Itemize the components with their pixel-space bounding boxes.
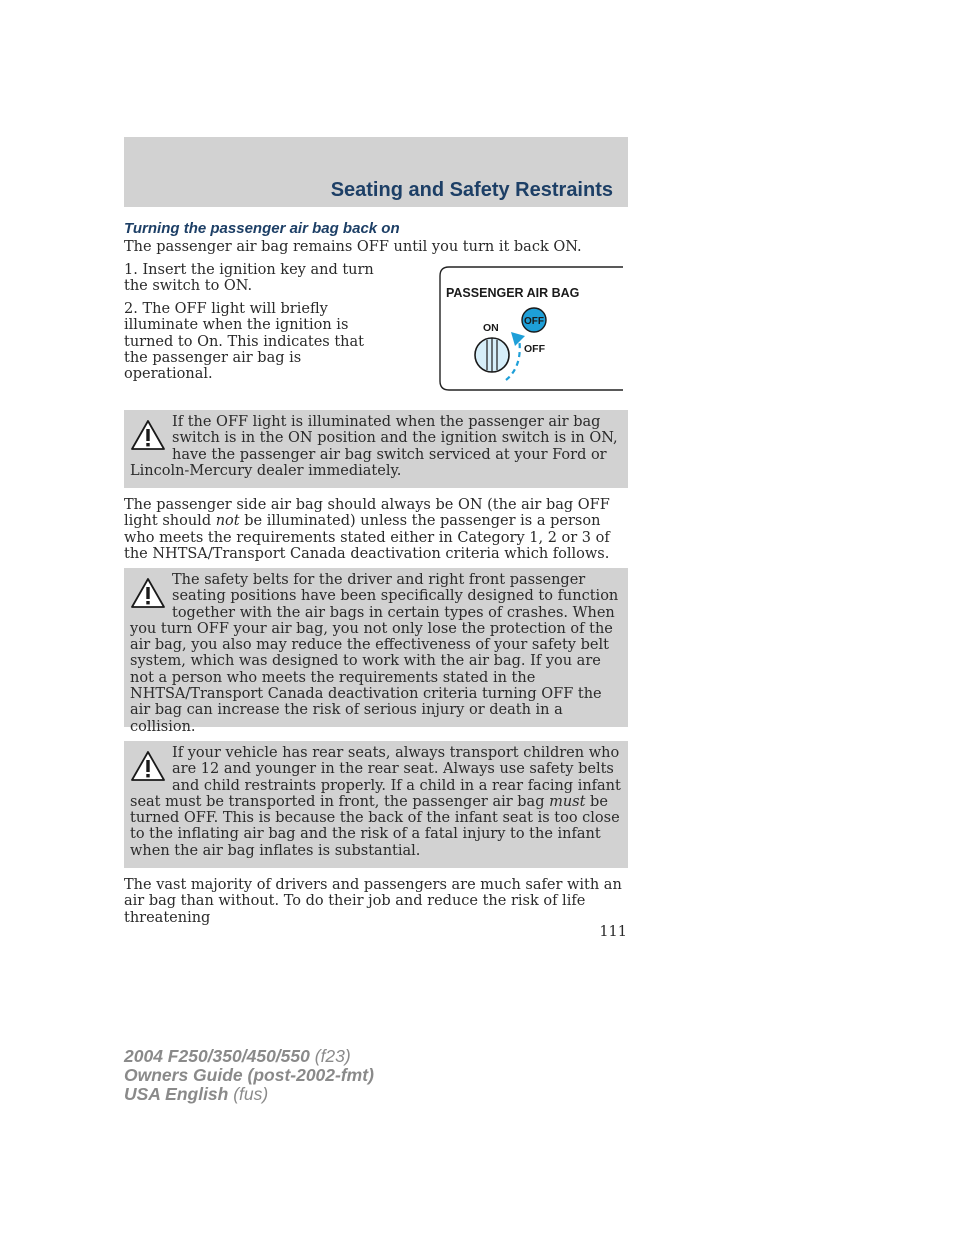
warning-text-1: If the OFF light is illuminated when the passenger air bag switch is in the ON position and the ignition switch is in ON, have the passenger air bag switch serviced at your Ford or Lincoln-Mercury dealer immediately. — [130, 414, 618, 479]
body-paragraph-2: The vast majority of drivers and passengers are much safer with an air bag than without. To do their job and reduce the risk of life threatening — [124, 877, 622, 926]
warning-triangle-icon — [130, 576, 166, 610]
warning-text-3-start: If your vehicle has rear seats, always transport children who are 12 and younger in the rear seat. Always use safety belts and child restraints properly. If a child in a rear facing infant seat must be transported in front, the passenger air bag — [130, 745, 621, 810]
air-bag-switch-figure — [439, 266, 625, 393]
document-footer — [124, 1047, 374, 1104]
figure-off-label: OFF — [524, 343, 545, 355]
step-1: 1. Insert the ignition key and turn the switch to ON. — [124, 262, 374, 295]
figure-title: PASSENGER AIR BAG — [446, 286, 580, 300]
body-paragraph-1-end: be illuminated) unless the passenger is a person who meets the requirements stated either in Category 1, 2 or 3 of the NHTSA/Transport Canada deactivation criteria which follows. — [124, 513, 610, 562]
intro-paragraph: The passenger air bag remains OFF until you turn it back ON. — [124, 239, 582, 255]
body-paragraph-1-emphasis: not — [215, 513, 240, 530]
footer-line-3 — [124, 1085, 374, 1104]
step-2: 2. The OFF light will briefly illuminate when the ignition is turned to On. This indicates that the passenger air bag is operational. — [124, 301, 364, 383]
figure-on-label: ON — [483, 322, 499, 334]
warning-triangle-icon — [130, 749, 166, 783]
warning-text-3-end: be turned OFF. This is because the back of the infant seat is too close to the inflating air bag and the risk of a fatal injury to the infant when the air bag inflates is substantial. — [130, 793, 620, 859]
switch-knob — [475, 338, 509, 372]
warning-text-3-emphasis: must — [549, 793, 586, 810]
footer-language-code: (fus) — [228, 1084, 269, 1104]
footer-model-code: (f23) — [309, 1046, 351, 1066]
footer-model: 2004 F250/350/450/550 — [124, 1046, 310, 1066]
footer-line-1 — [124, 1047, 374, 1066]
footer-language: USA English — [124, 1084, 229, 1104]
figure-off-light-label: OFF — [524, 316, 544, 327]
warning-box-1 — [124, 410, 628, 488]
air-bag-switch-diagram — [439, 266, 625, 393]
footer-line-2 — [124, 1066, 374, 1085]
page-number: 111 — [599, 924, 627, 940]
warning-text-3 — [130, 745, 622, 859]
section-title: Seating and Safety Restraints — [330, 179, 613, 201]
subheading: Turning the passenger air bag back on — [124, 220, 400, 237]
warning-triangle-icon — [130, 418, 166, 452]
body-paragraph-1 — [124, 497, 624, 562]
body-paragraph-1-start: The passenger side air bag should always be ON (the air bag OFF light should — [124, 497, 610, 530]
warning-box-3 — [124, 741, 628, 868]
warning-box-2 — [124, 568, 628, 735]
footer-guide: Owners Guide (post-2002-fmt) — [124, 1065, 374, 1085]
warning-text-2: The safety belts for the driver and right front passenger seating positions have been specifically designed to function together with the air bags in certain types of crashes. When you turn OFF your air bag, you not only lose the protection of the air bag, you also may reduce the effectiveness of your safety belt system, which was designed to work with the air bag. If you are not a person who meets the requirements stated in the NHTSA/Transport Canada deactivation criteria turning OFF the air bag can increase the risk of serious injury or death in a collision. — [130, 572, 619, 735]
section-header — [124, 137, 628, 207]
